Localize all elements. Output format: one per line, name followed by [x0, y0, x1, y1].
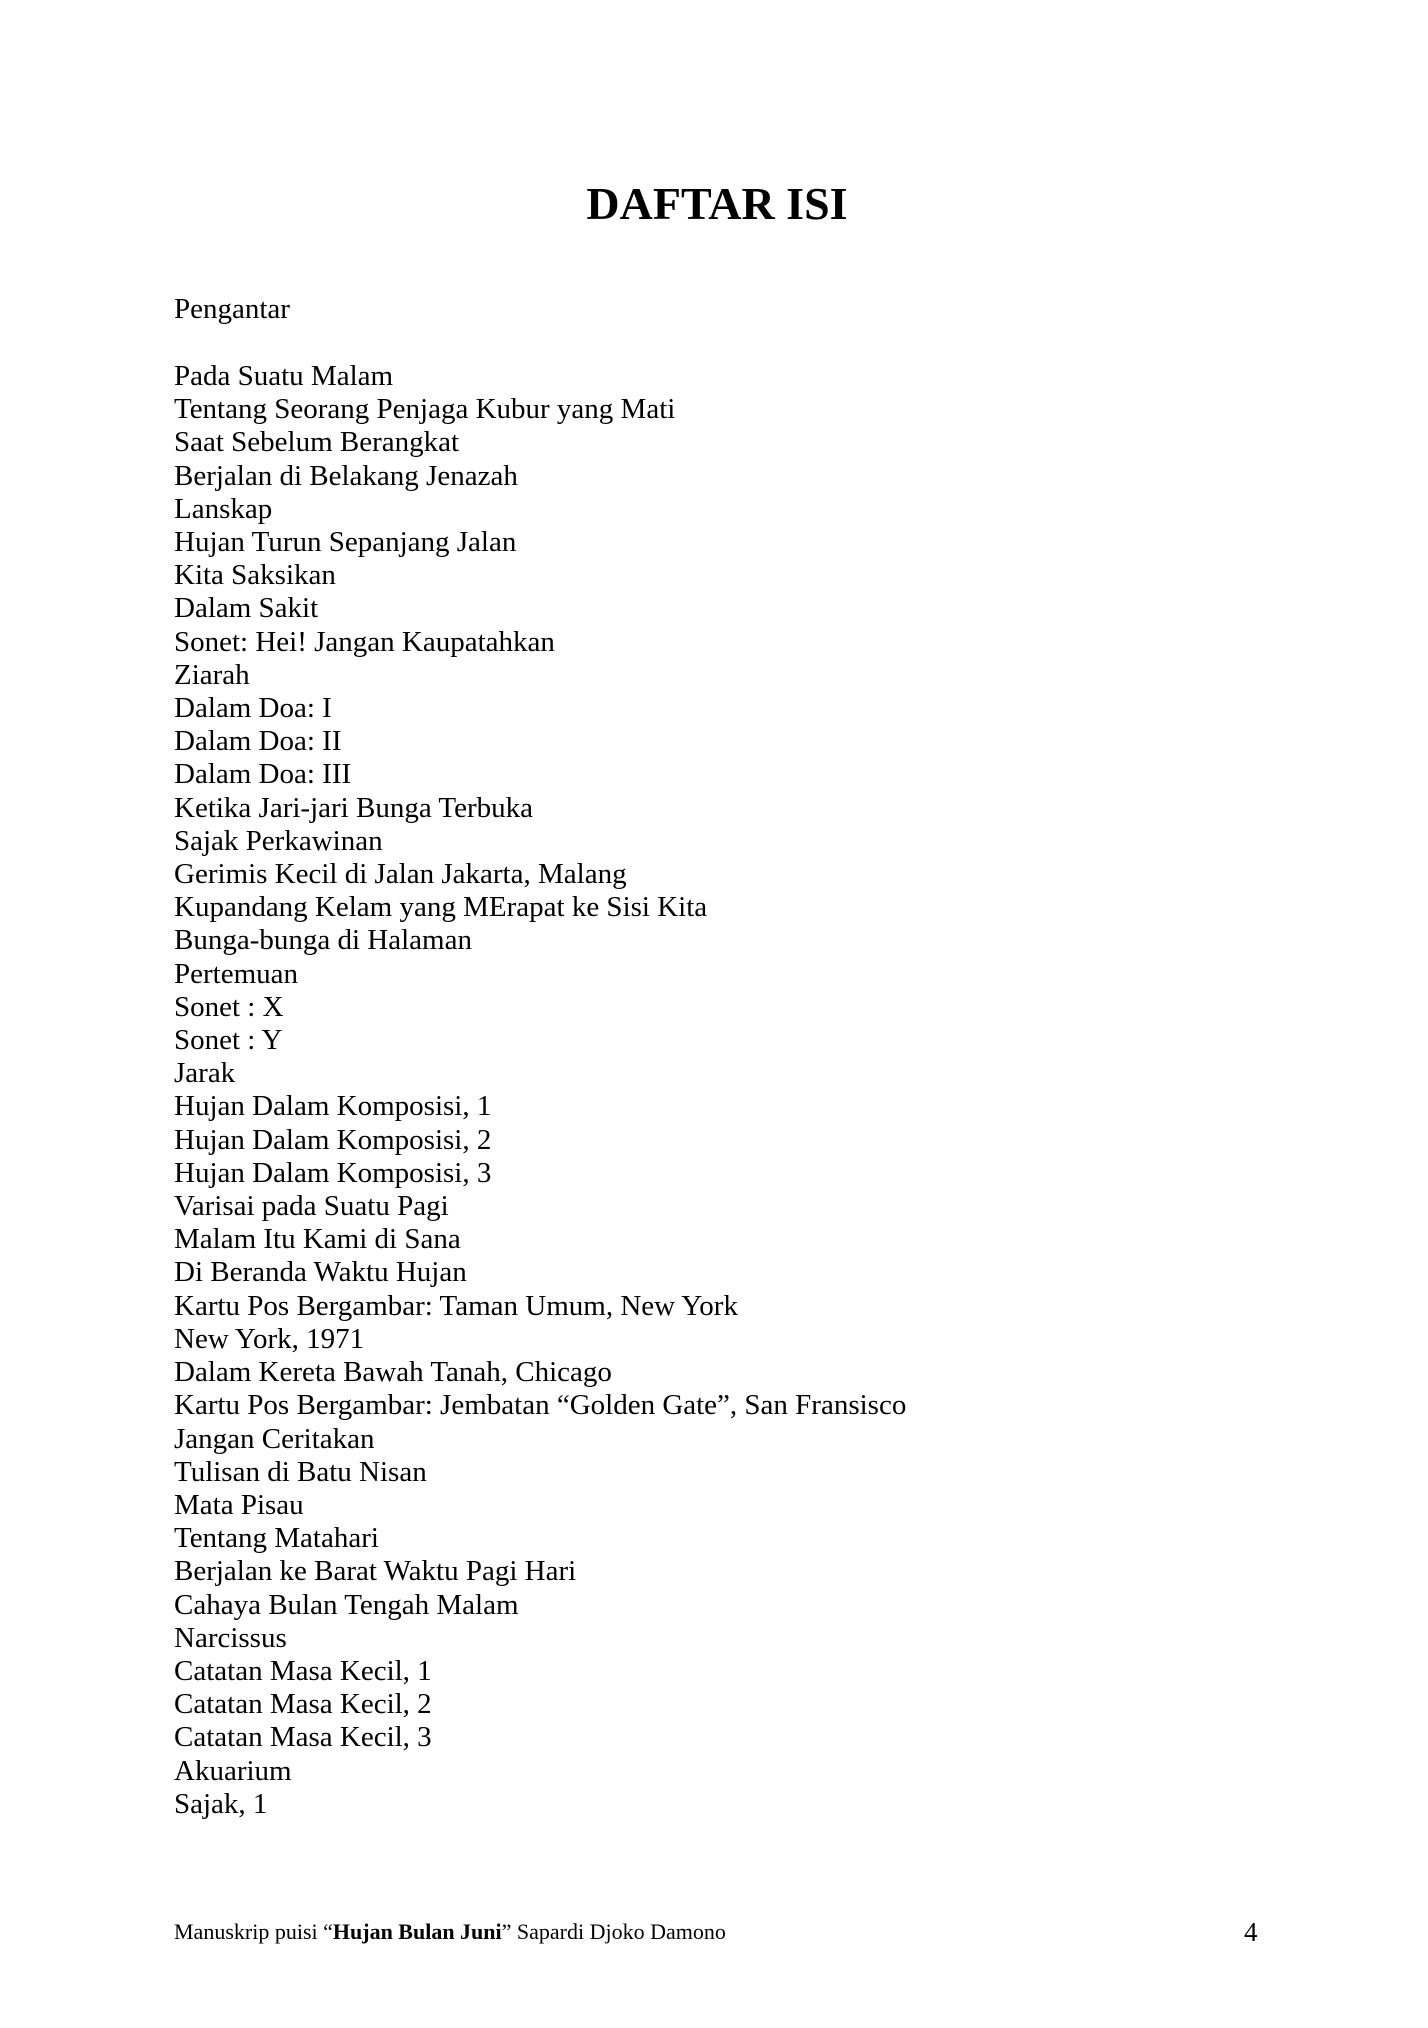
- page-number: 4: [1244, 1917, 1258, 1947]
- toc-entry: Tulisan di Batu Nisan: [174, 1455, 427, 1488]
- toc-entry: Pada Suatu Malam: [174, 360, 394, 392]
- toc-entry: Hujan Turun Sepanjang Jalan: [174, 526, 517, 559]
- toc-entry: Pertemuan: [174, 957, 299, 990]
- toc-entry: Hujan Dalam Komposisi, 2: [174, 1123, 492, 1156]
- toc-entry: Saat Sebelum Berangkat: [174, 426, 460, 459]
- toc-entry: Ziarah: [174, 658, 250, 691]
- toc-entry: Varisai pada Suatu Pagi: [174, 1190, 449, 1223]
- toc-entry: Kupandang Kelam yang MErapat ke Sisi Kita: [174, 891, 708, 924]
- toc-entry: Kartu Pos Bergambar: Taman Umum, New York: [174, 1289, 738, 1322]
- toc-entry: Mata Pisau: [174, 1488, 304, 1521]
- table-of-contents: [174, 360, 906, 1821]
- toc-entry: Catatan Masa Kecil, 2: [174, 1688, 432, 1721]
- toc-entry: New York, 1971: [174, 1322, 365, 1355]
- toc-entry: Gerimis Kecil di Jalan Jakarta, Malang: [174, 858, 627, 891]
- toc-entry: Hujan Dalam Komposisi, 1: [174, 1090, 492, 1123]
- toc-entry: Dalam Doa: I: [174, 692, 332, 725]
- toc-entry: Dalam Doa: II: [174, 725, 342, 758]
- toc-entry: Sonet: Hei! Jangan Kaupatahkan: [174, 625, 555, 658]
- toc-entry: Malam Itu Kami di Sana: [174, 1223, 461, 1256]
- toc-entry: Kita Saksikan: [174, 559, 336, 592]
- toc-entry: Jarak: [174, 1057, 236, 1090]
- page-footer: [174, 1918, 726, 1946]
- toc-entry: Hujan Dalam Komposisi, 3: [174, 1156, 492, 1189]
- footer-suffix: ” Sapardi Djoko Damono: [501, 1919, 726, 1944]
- toc-entry: Dalam Doa: III: [174, 758, 352, 791]
- toc-entry: Dalam Sakit: [174, 592, 319, 625]
- toc-entry: Lanskap: [174, 492, 273, 525]
- toc-entry: Catatan Masa Kecil, 3: [174, 1721, 432, 1754]
- toc-entry: Berjalan di Belakang Jenazah: [174, 459, 518, 492]
- toc-entry: Akuarium: [174, 1754, 292, 1787]
- toc-entry: Dalam Kereta Bawah Tanah, Chicago: [174, 1356, 612, 1389]
- toc-entry: Kartu Pos Bergambar: Jembatan “Golden Gate”, San Fransisco: [174, 1389, 907, 1422]
- toc-entry: Narcissus: [174, 1621, 287, 1654]
- toc-entry: Cahaya Bulan Tengah Malam: [174, 1588, 519, 1621]
- toc-entry: Tentang Seorang Penjaga Kubur yang Mati: [174, 393, 676, 426]
- toc-entry: Ketika Jari-jari Bunga Terbuka: [174, 791, 534, 824]
- toc-entry: Sajak, 1: [174, 1787, 268, 1820]
- toc-entry: Sonet : Y: [174, 1024, 283, 1057]
- toc-entry: Catatan Masa Kecil, 1: [174, 1654, 432, 1687]
- toc-entry: Bunga-bunga di Halaman: [174, 924, 472, 957]
- toc-entry: Jangan Ceritakan: [174, 1422, 375, 1455]
- page-title: DAFTAR ISI: [586, 178, 848, 229]
- toc-entry: Tentang Matahari: [174, 1522, 379, 1555]
- toc-entry: Sajak Perkawinan: [174, 824, 383, 857]
- toc-entry-pengantar: Pengantar: [174, 293, 290, 325]
- toc-entry: Di Beranda Waktu Hujan: [174, 1256, 467, 1289]
- toc-entry: Sonet : X: [174, 990, 284, 1023]
- footer-prefix: Manuskrip puisi “: [174, 1919, 333, 1944]
- toc-entry: Berjalan ke Barat Waktu Pagi Hari: [174, 1555, 577, 1588]
- footer-book-title: Hujan Bulan Juni: [332, 1919, 502, 1944]
